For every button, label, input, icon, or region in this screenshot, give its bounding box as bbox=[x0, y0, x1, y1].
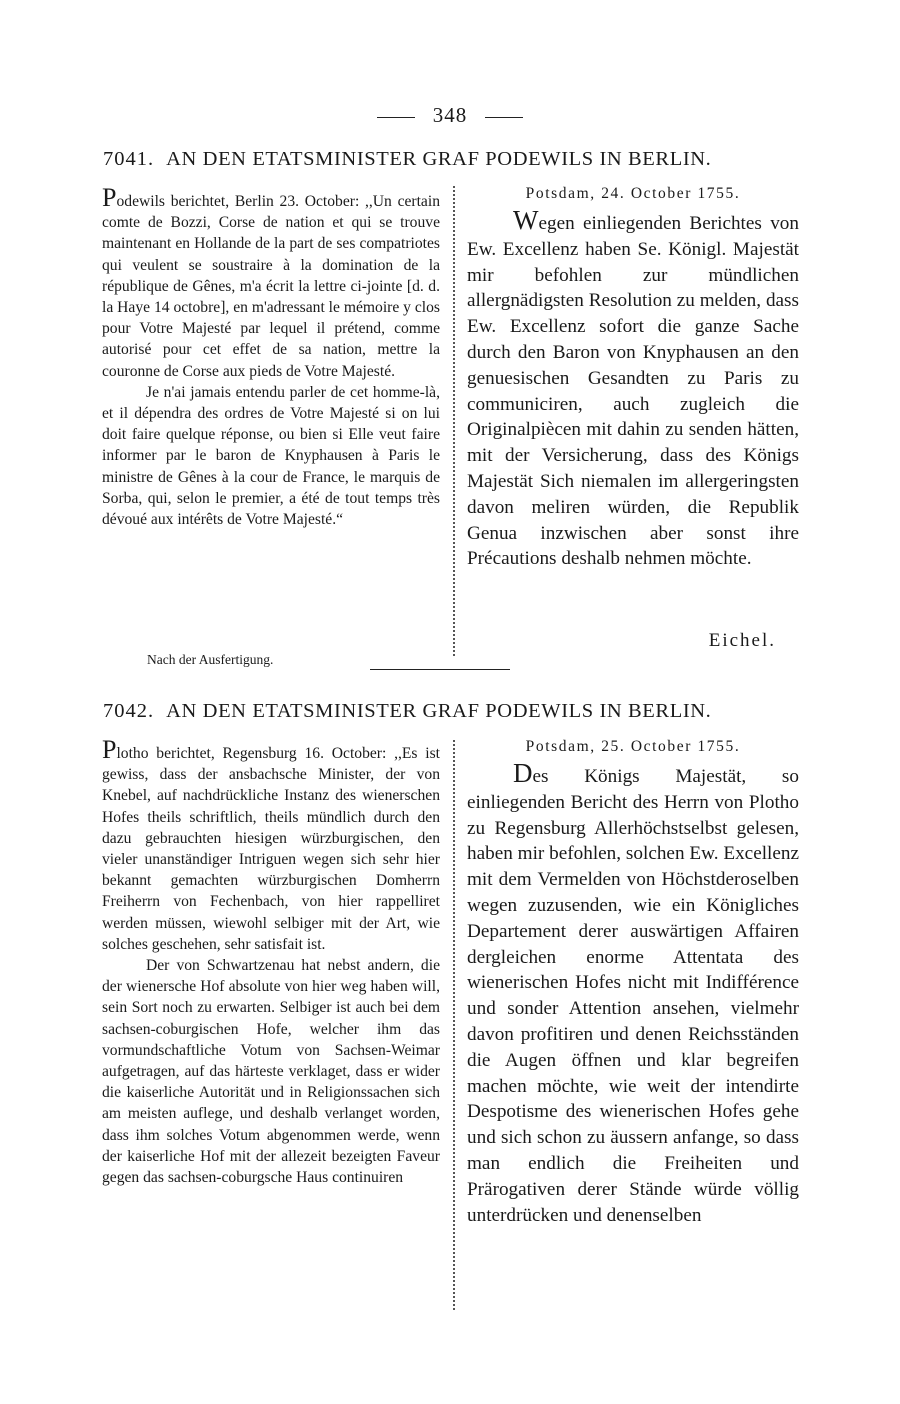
drop-cap: D bbox=[513, 758, 533, 788]
report-paragraph: Podewils berichtet, Berlin 23. October: ,,Un certain comte de Bozzi, Corse de nation et qui se trouve maintenant en Hollande de la part de ses compatriotes qui veulent se soustraire à la domination de la république de Gênes, m'a écrit la lettre ci-jointe [d. d. la Haye 14 octobre], en m'adressant le mémoire y clos pour Votre Majesté par lequel il prétend, comme autorisé pour cet effet de sa nation, mettre la couronne de Corse aux pieds de Votre Majesté. bbox=[102, 183, 440, 380]
drop-cap: P bbox=[102, 183, 117, 212]
reply-7042 bbox=[467, 736, 799, 1228]
page-number: 348 bbox=[0, 103, 900, 128]
reply-7041 bbox=[467, 183, 799, 572]
section-number: 7041. bbox=[103, 148, 155, 170]
dateline: Potsdam, 25. October 1755. bbox=[525, 738, 741, 755]
report-summary-7041 bbox=[102, 185, 440, 530]
reply-paragraph: Wegen einliegenden Berichtes von Ew. Excellenz haben Se. Königl. Majestät mir befohlen zur mündlichen allergnädigsten Resolution zu melden, dass Ew. Excellenz sofort die ganze Sache durch den Baron von Knyphausen an den genuesischen Gesandten zu Paris zu communiciren, auch zugleich die Originalpiècen mit dahin zu senden hätten, mit der Versicherung, dass des Königs Majestät Sich niemalen im allergeringsten davon meliren würden, die Republik Genua inzwischen aber sonst ihre Précautions deshalb nehmen möchte. bbox=[467, 205, 799, 570]
report-paragraph: Plotho berichtet, Regensburg 16. October: ,,Es ist gewiss, dass der ansbachsche Minister, der von Knebel, auf nachdrückliche Instanz des wienerschen Hofes theils schriftlich, theils mündlich durch den dazu gebrauchten hiesigen würzburgischen, den vieler unanständiger Intriguen wegen sich sehr hier bekannt gemachten würzburgischen Domherrn Freiherrn von Fechenbach, von hier rappelliret werden müssen, wiewohl selbiger mit der Art, wie solches geschehen, sehr satisfait ist. bbox=[102, 735, 440, 953]
section-rule bbox=[370, 669, 510, 670]
section-title: AN DEN ETATSMINISTER GRAF PODEWILS IN BERLIN. bbox=[166, 700, 712, 722]
dateline: Potsdam, 24. October 1755. bbox=[525, 185, 741, 202]
section-title: AN DEN ETATSMINISTER GRAF PODEWILS IN BERLIN. bbox=[166, 148, 712, 170]
source-note: Nach der Ausfertigung. bbox=[147, 652, 274, 667]
section-heading-7041 bbox=[103, 148, 803, 171]
column-divider bbox=[453, 740, 455, 1310]
signature: Eichel. bbox=[708, 630, 776, 651]
page-number-dash-right bbox=[485, 117, 523, 118]
column-divider bbox=[453, 186, 455, 656]
section-number: 7042. bbox=[103, 700, 155, 722]
report-paragraph: Der von Schwartzenau hat nebst andern, die der wienersche Hof absolute von hier weg haben will, sein Sort noch zu erwarten. Selbiger ist auch bei dem sachsen-coburgischen Hofe, welcher ihm das vormundschaftliche Votum von Sachsen-Weimar aufgetragen, auf das härteste verklaget, dass er wider die kaiserliche Autorität und in Religionssachen sich am meisten auflege, und deshalb verlanget worden, dass ihm solches Votum abgenommen werde, wenn der kaiserliche Hof mit der allezeit bezeigten Faveur gegen das sachsen-coburgsche Haus continuiren bbox=[102, 957, 440, 1187]
drop-cap: W bbox=[513, 205, 539, 235]
report-summary-7042 bbox=[102, 737, 440, 1188]
section-heading-7042 bbox=[103, 700, 803, 723]
page-number-dash-left bbox=[377, 117, 415, 118]
drop-cap: P bbox=[102, 735, 117, 764]
report-paragraph: Je n'ai jamais entendu parler de cet homme-là, et il dépendra des ordres de Votre Majesté si on lui doit faire quelque réponse, ou bien si Elle veut faire informer par le baron de Knyphausen à Paris le ministre de Gênes à la cour de France, le marquis de Sorba, qui, selon le premier, a été de tout temps très dévoué aux intérêts de Votre Majesté.“ bbox=[102, 383, 440, 529]
reply-paragraph: Des Königs Majestät, so einliegenden Bericht des Herrn von Plotho zu Regensburg Allerhöchstselbst gelesen, haben mir befohlen, solchen Ew. Excellenz mit dem Vermelden von Höchstderoselben wegen zuzusenden, wie ein Königliches Departement derer auswärtigen Affairen dergleichen enorme Attentata des wienerischen Hofes nicht mit Indifférence und sonder Attention ansehen, vielmehr davon profitiren und denen Reichsständen die Augen öffnen und klar begreifen machen möchte, wie weit der intendirte Despotisme des wienerischen Hofes gehe und sich schon zu äussern anfange, so dass man endlich die Freiheiten und Prärogativen derer Stände würde völlig unterdrücken und denenselben bbox=[467, 758, 799, 1226]
